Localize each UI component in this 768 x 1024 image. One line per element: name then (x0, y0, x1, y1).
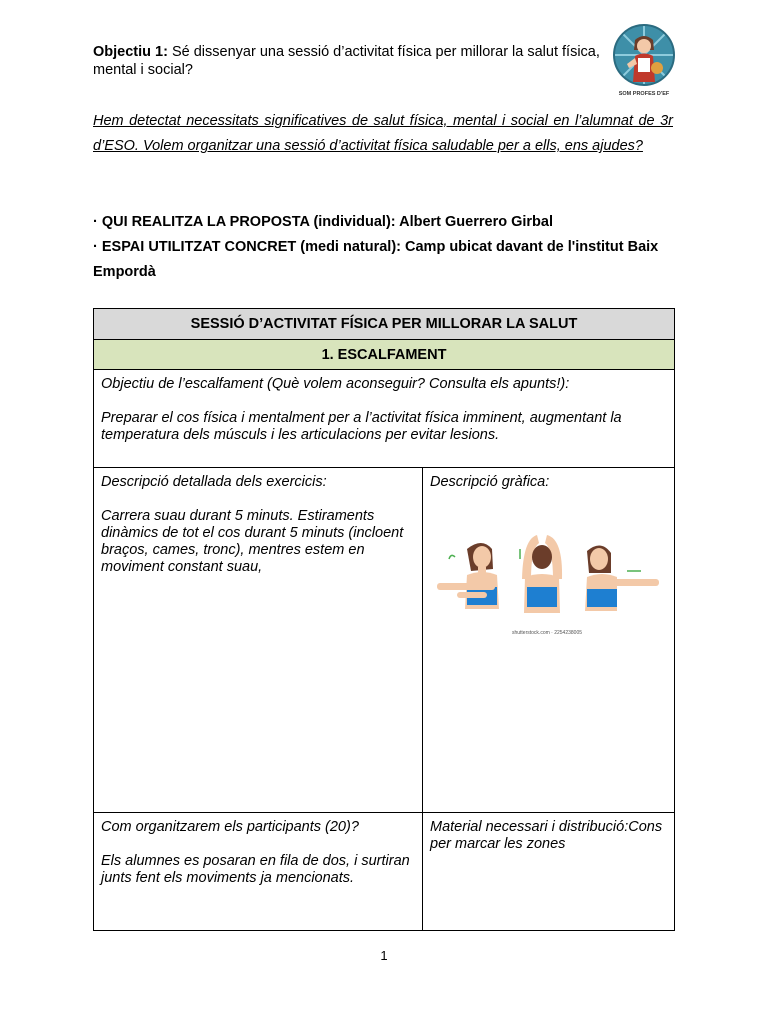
material-text: Material necessari i distribució:Cons per marcar les zones (430, 819, 663, 852)
organization-cell (94, 813, 423, 931)
proposer-line: · QUI REALITZA LA PROPOSTA (individual): Albert Guerrero Girbal (93, 214, 553, 230)
stretch-figure-left (437, 543, 499, 609)
objective-question: Objectiu de l’escalfament (Què volem aconseguir? Consulta els apunts!): (101, 376, 570, 392)
stretching-illustration (427, 519, 667, 639)
graphic-cell (423, 468, 675, 813)
stretch-figure-right (585, 545, 659, 611)
objective-label: Objectiu 1: (93, 44, 168, 60)
graphic-label: Descripció gràfica: (430, 474, 550, 490)
objective-cell (94, 370, 675, 468)
session-table (93, 308, 675, 931)
page-number: 1 (380, 948, 388, 963)
session-title: SESSIÓ D’ACTIVITAT FÍSICA PER MILLORAR LA SALUT (94, 309, 675, 340)
organization-label: Com organitzarem els participants (20)? (101, 819, 359, 835)
description-cell (94, 468, 423, 813)
objective-text: Sé dissenyar una sessió d’activitat física per millorar la salut física, mental i social? (93, 44, 600, 78)
proposal-info (93, 210, 673, 285)
objective-answer: Preparar el cos física i mentalment per a l’activitat física imminent, augmentant la temperatura dels músculs i les articulacions per evitar lesions. (101, 410, 622, 443)
description-text: Carrera suau durant 5 minuts. Estiraments dinàmics de tot el cos durant 5 minuts (incloent braços, cames, tronc), mentres estem en moviment constant suau, (101, 508, 404, 575)
stretch-figure-middle (520, 535, 562, 613)
intro-paragraph: Hem detectat necessitats significatives de salut física, mental i social en l’alumnat de 3r d’ESO. Volem organitzar una sessió d’activitat física saludable per a ells, ens ajudes? (93, 113, 673, 154)
organization-text: Els alumnes es posaran en fila de dos, i surtiran junts fent els moviments ja mencionats. (101, 853, 410, 886)
objective-heading (93, 43, 613, 79)
description-label: Descripció detallada dels exercicis: (101, 474, 327, 490)
material-cell (423, 813, 675, 931)
image-caption: shutterstock.com · 2254238005 (511, 630, 583, 636)
space-line: · ESPAI UTILITZAT CONCRET (medi natural): Camp ubicat davant de l'institut Baix Empordà (93, 239, 659, 280)
som-profes-logo (611, 24, 681, 98)
section-warmup: 1. ESCALFAMENT (94, 340, 675, 370)
logo-text: SOM PROFES D'EF (618, 91, 670, 97)
